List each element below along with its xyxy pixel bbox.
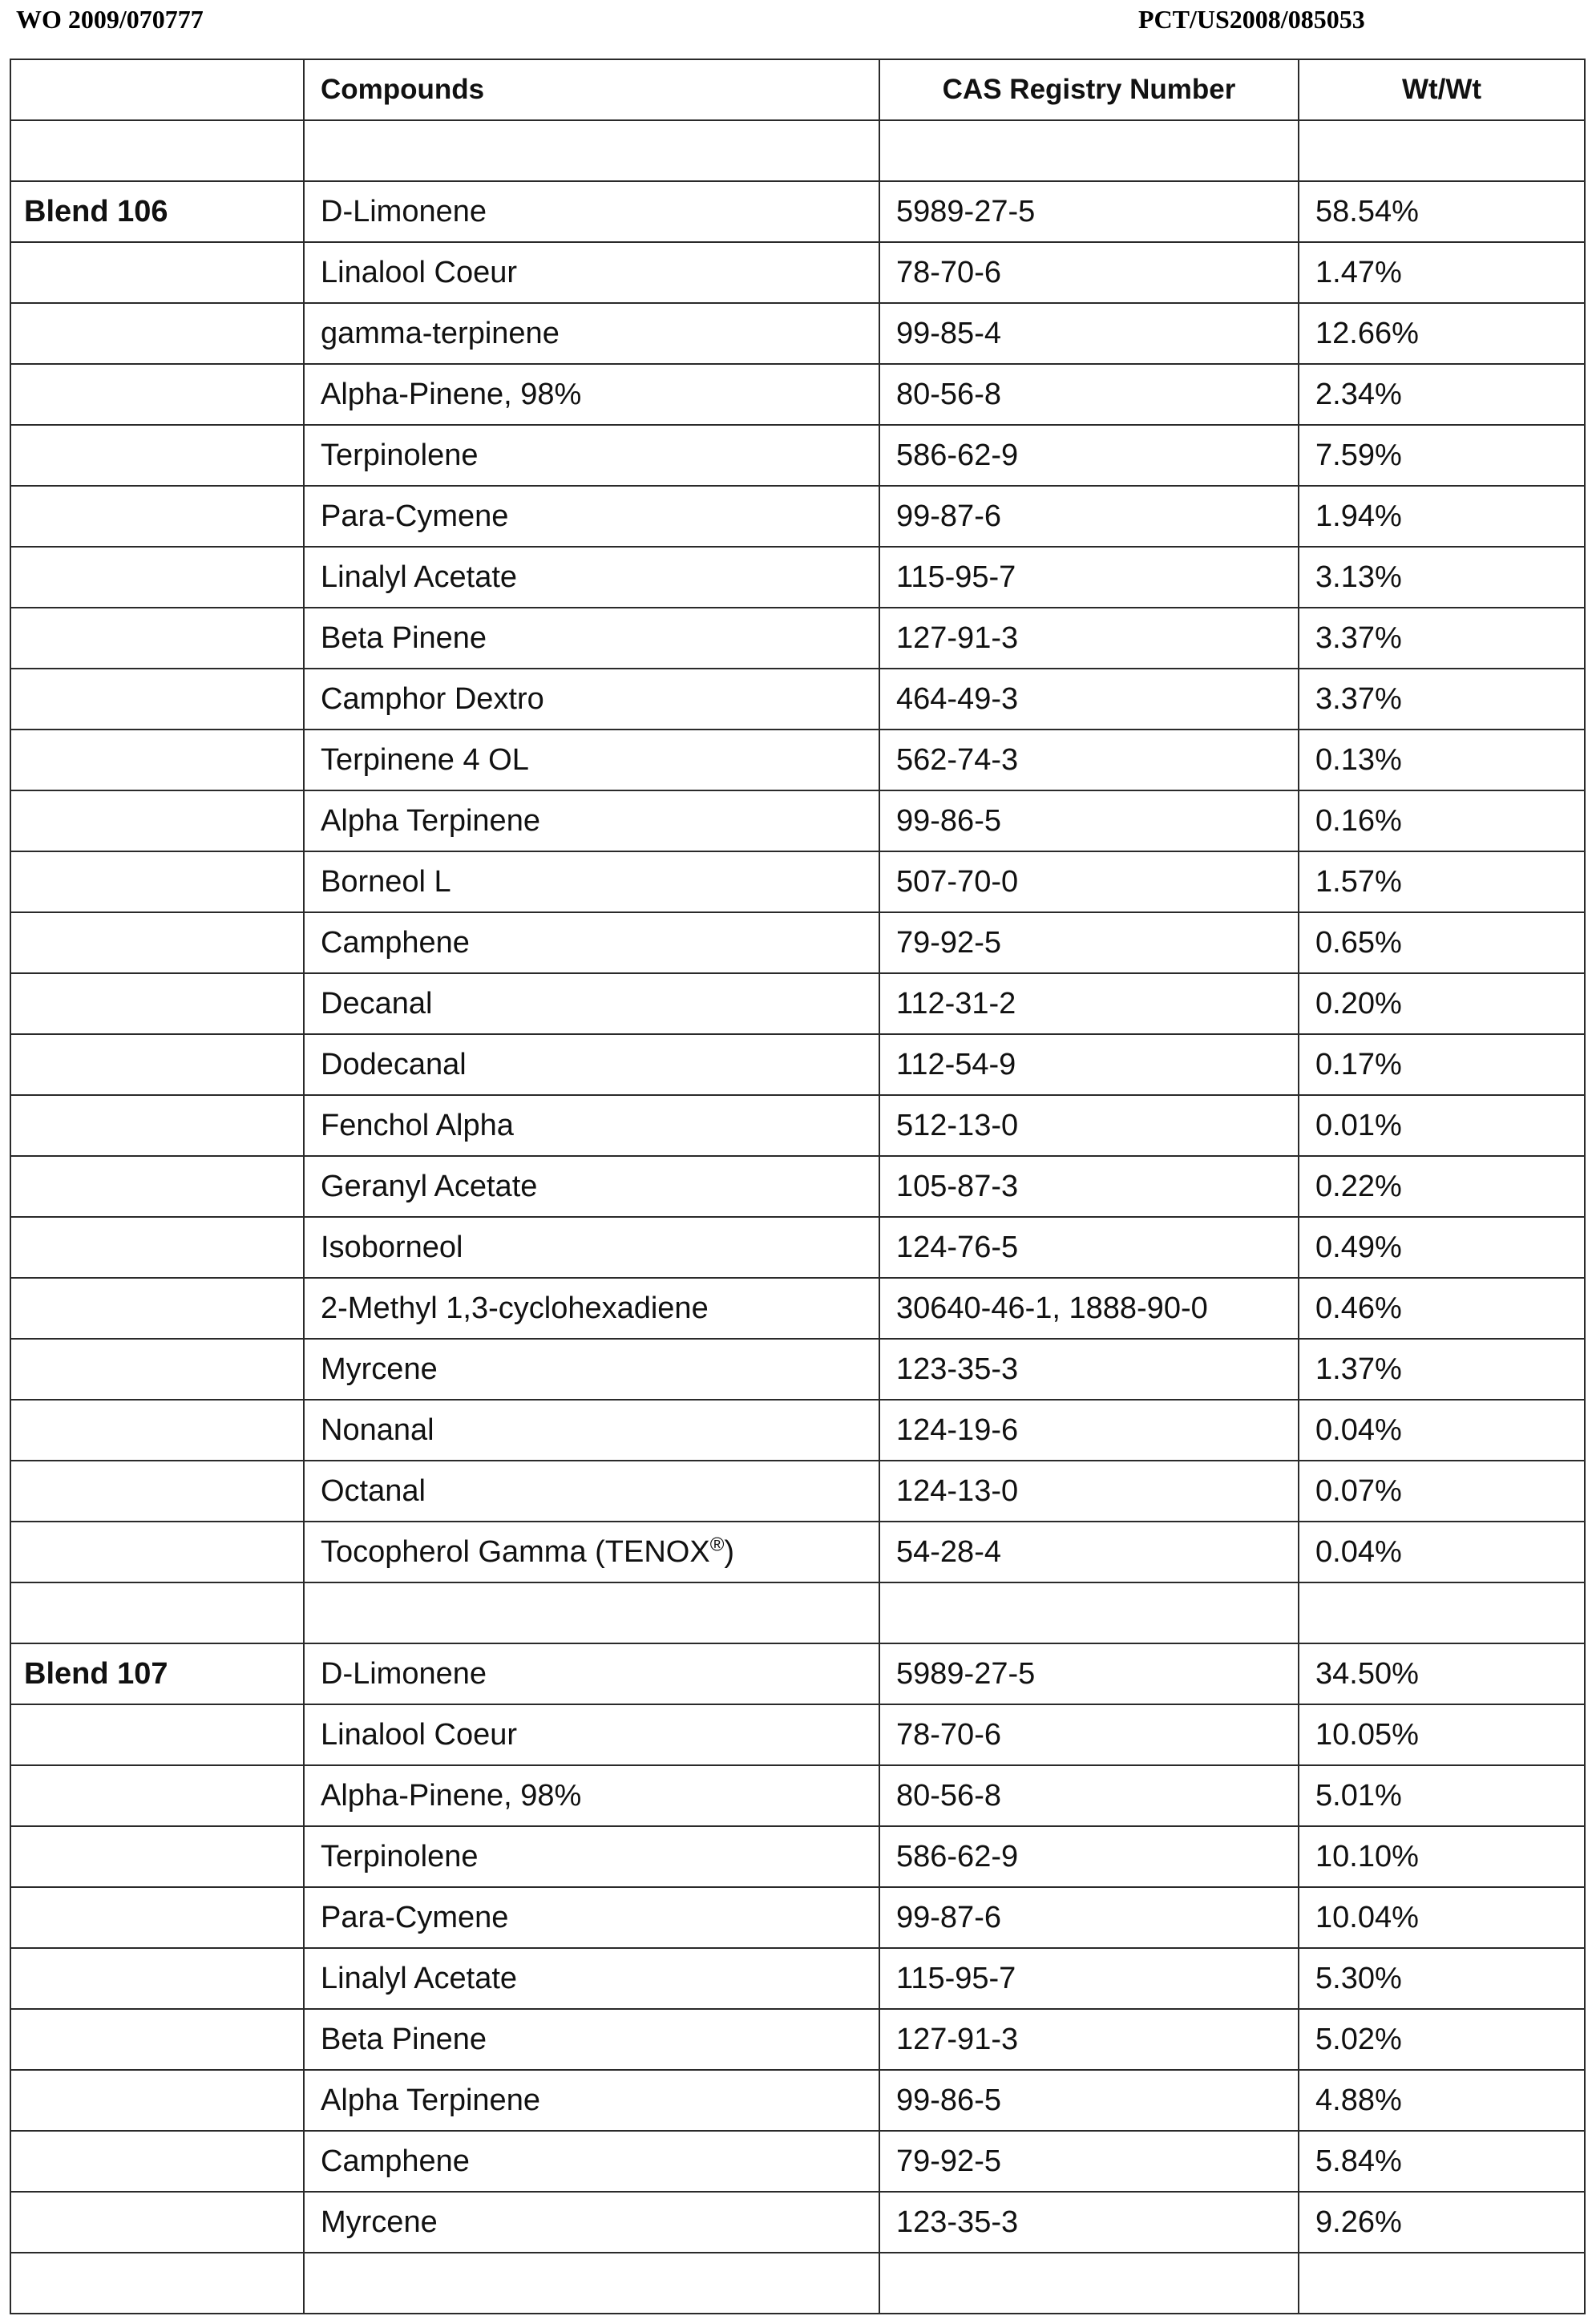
wt-cell: 0.20% — [1299, 973, 1585, 1034]
wt-cell: 3.37% — [1299, 608, 1585, 669]
cas-cell: 507-70-0 — [879, 851, 1299, 912]
cas-cell: 99-85-4 — [879, 303, 1299, 364]
compound-cell — [304, 1522, 879, 1582]
compound-cell: Alpha Terpinene — [304, 2070, 879, 2131]
table-row — [10, 1643, 1585, 1704]
wt-cell: 12.66% — [1299, 303, 1585, 364]
empty-cell — [10, 669, 304, 730]
cas-cell: 105-87-3 — [879, 1156, 1299, 1217]
empty-cell — [10, 364, 304, 425]
compound-cell: 2-Methyl 1,3-cyclohexadiene — [304, 1278, 879, 1339]
cas-cell: 5989-27-5 — [879, 181, 1299, 242]
empty-cell — [879, 1582, 1299, 1643]
table-row — [10, 303, 1585, 364]
empty-cell — [10, 1461, 304, 1522]
empty-cell — [10, 242, 304, 303]
cas-cell: 124-19-6 — [879, 1400, 1299, 1461]
wt-cell: 0.07% — [1299, 1461, 1585, 1522]
empty-cell — [304, 2253, 879, 2314]
cas-cell: 79-92-5 — [879, 912, 1299, 973]
cas-cell: 115-95-7 — [879, 547, 1299, 608]
table-row — [10, 1217, 1585, 1278]
spacer-row — [10, 2253, 1585, 2314]
compound-cell: Alpha Terpinene — [304, 790, 879, 851]
publication-number: WO 2009/070777 — [16, 5, 204, 34]
compound-cell: D-Limonene — [304, 1643, 879, 1704]
table-row — [10, 1887, 1585, 1948]
empty-cell — [10, 1704, 304, 1765]
empty-cell — [10, 120, 304, 181]
table-row — [10, 1522, 1585, 1582]
compound-suffix: ) — [724, 1534, 735, 1569]
table-row — [10, 1461, 1585, 1522]
table-row — [10, 790, 1585, 851]
table-row — [10, 1826, 1585, 1887]
table-row — [10, 181, 1585, 242]
compounds-table — [10, 59, 1586, 2314]
empty-cell — [10, 1034, 304, 1095]
compound-cell: D-Limonene — [304, 181, 879, 242]
table-row — [10, 1339, 1585, 1400]
wt-cell: 2.34% — [1299, 364, 1585, 425]
cas-cell: 115-95-7 — [879, 1948, 1299, 2009]
cas-cell: 586-62-9 — [879, 1826, 1299, 1887]
compound-cell: Myrcene — [304, 2192, 879, 2253]
wt-cell: 1.94% — [1299, 486, 1585, 547]
application-number: PCT/US2008/085053 — [1138, 5, 1365, 34]
wt-cell: 0.49% — [1299, 1217, 1585, 1278]
table-row — [10, 1704, 1585, 1765]
empty-cell — [1299, 2253, 1585, 2314]
table-row — [10, 973, 1585, 1034]
compound-cell: Terpinene 4 OL — [304, 730, 879, 790]
compound-cell: Camphene — [304, 2131, 879, 2192]
table-row — [10, 2131, 1585, 2192]
wt-cell: 5.02% — [1299, 2009, 1585, 2070]
cas-cell: 99-86-5 — [879, 2070, 1299, 2131]
wt-cell: 1.37% — [1299, 1339, 1585, 1400]
cas-cell: 124-13-0 — [879, 1461, 1299, 1522]
compound-cell: Para-Cymene — [304, 1887, 879, 1948]
cas-cell: 562-74-3 — [879, 730, 1299, 790]
compound-cell: Alpha-Pinene, 98% — [304, 1765, 879, 1826]
header-compounds: Compounds — [304, 59, 879, 120]
compound-cell: Camphor Dextro — [304, 669, 879, 730]
wt-cell: 0.04% — [1299, 1400, 1585, 1461]
empty-cell — [10, 1522, 304, 1582]
compound-cell: Borneol L — [304, 851, 879, 912]
table-row — [10, 547, 1585, 608]
empty-cell — [10, 1582, 304, 1643]
table-row — [10, 425, 1585, 486]
empty-cell — [10, 547, 304, 608]
empty-cell — [10, 2009, 304, 2070]
empty-cell — [1299, 120, 1585, 181]
empty-cell — [10, 2192, 304, 2253]
wt-cell: 1.47% — [1299, 242, 1585, 303]
cas-cell: 112-54-9 — [879, 1034, 1299, 1095]
compound-cell: Linalyl Acetate — [304, 1948, 879, 2009]
empty-cell — [1299, 1582, 1585, 1643]
table-row — [10, 730, 1585, 790]
header-blend — [10, 59, 304, 120]
compound-cell: Fenchol Alpha — [304, 1095, 879, 1156]
table-body — [10, 120, 1585, 2314]
cas-cell: 112-31-2 — [879, 973, 1299, 1034]
wt-cell: 0.22% — [1299, 1156, 1585, 1217]
cas-cell: 78-70-6 — [879, 242, 1299, 303]
cas-cell: 586-62-9 — [879, 425, 1299, 486]
cas-cell: 79-92-5 — [879, 2131, 1299, 2192]
cas-cell: 127-91-3 — [879, 608, 1299, 669]
wt-cell: 0.16% — [1299, 790, 1585, 851]
empty-cell — [10, 2253, 304, 2314]
cas-cell: 99-87-6 — [879, 1887, 1299, 1948]
empty-cell — [10, 425, 304, 486]
empty-cell — [10, 1156, 304, 1217]
compound-cell: Terpinolene — [304, 1826, 879, 1887]
empty-cell — [10, 486, 304, 547]
compound-cell: Terpinolene — [304, 425, 879, 486]
blend-name: Blend 107 — [10, 1643, 304, 1704]
wt-cell: 0.04% — [1299, 1522, 1585, 1582]
wt-cell: 10.10% — [1299, 1826, 1585, 1887]
wt-cell: 0.65% — [1299, 912, 1585, 973]
blend-name: Blend 106 — [10, 181, 304, 242]
wt-cell: 10.04% — [1299, 1887, 1585, 1948]
compound-cell: Linalool Coeur — [304, 242, 879, 303]
cas-cell: 123-35-3 — [879, 1339, 1299, 1400]
empty-cell — [10, 912, 304, 973]
wt-cell: 3.13% — [1299, 547, 1585, 608]
cas-cell: 5989-27-5 — [879, 1643, 1299, 1704]
table-header-row — [10, 59, 1585, 120]
table-row — [10, 1034, 1585, 1095]
wt-cell: 5.30% — [1299, 1948, 1585, 2009]
table-row — [10, 486, 1585, 547]
empty-cell — [10, 303, 304, 364]
table-row — [10, 1765, 1585, 1826]
empty-cell — [10, 608, 304, 669]
cas-cell: 80-56-8 — [879, 1765, 1299, 1826]
cas-cell: 464-49-3 — [879, 669, 1299, 730]
cas-cell: 99-86-5 — [879, 790, 1299, 851]
wt-cell: 9.26% — [1299, 2192, 1585, 2253]
compound-cell: Decanal — [304, 973, 879, 1034]
empty-cell — [10, 2131, 304, 2192]
compound-cell: Linalyl Acetate — [304, 547, 879, 608]
compound-cell: Nonanal — [304, 1400, 879, 1461]
empty-cell — [10, 1095, 304, 1156]
empty-cell — [304, 120, 879, 181]
compound-cell: Isoborneol — [304, 1217, 879, 1278]
compound-cell: Camphene — [304, 912, 879, 973]
empty-cell — [10, 851, 304, 912]
empty-cell — [10, 730, 304, 790]
table-row — [10, 364, 1585, 425]
table-row — [10, 2070, 1585, 2131]
compound-cell: Alpha-Pinene, 98% — [304, 364, 879, 425]
cas-cell: 123-35-3 — [879, 2192, 1299, 2253]
table-row — [10, 1095, 1585, 1156]
compound-cell: Linalool Coeur — [304, 1704, 879, 1765]
wt-cell: 1.57% — [1299, 851, 1585, 912]
cas-cell: 124-76-5 — [879, 1217, 1299, 1278]
table-row — [10, 1948, 1585, 2009]
wt-cell: 0.17% — [1299, 1034, 1585, 1095]
wt-cell: 34.50% — [1299, 1643, 1585, 1704]
empty-cell — [10, 1339, 304, 1400]
compound-name: Tocopherol Gamma (TENOX — [321, 1534, 710, 1569]
wt-cell: 0.13% — [1299, 730, 1585, 790]
wt-cell: 3.37% — [1299, 669, 1585, 730]
compound-cell: Beta Pinene — [304, 2009, 879, 2070]
header-wt: Wt/Wt — [1299, 59, 1585, 120]
wt-cell: 0.01% — [1299, 1095, 1585, 1156]
wt-cell: 5.84% — [1299, 2131, 1585, 2192]
cas-cell: 512-13-0 — [879, 1095, 1299, 1156]
empty-cell — [10, 790, 304, 851]
wt-cell: 7.59% — [1299, 425, 1585, 486]
compound-cell: Para-Cymene — [304, 486, 879, 547]
wt-cell: 5.01% — [1299, 1765, 1585, 1826]
registered-mark: ® — [709, 1533, 725, 1555]
spacer-row — [10, 1582, 1585, 1643]
cas-cell: 30640-46-1, 1888-90-0 — [879, 1278, 1299, 1339]
cas-cell: 78-70-6 — [879, 1704, 1299, 1765]
empty-cell — [10, 1887, 304, 1948]
empty-cell — [10, 1278, 304, 1339]
spacer-row — [10, 120, 1585, 181]
compound-cell: Octanal — [304, 1461, 879, 1522]
empty-cell — [879, 120, 1299, 181]
empty-cell — [10, 2070, 304, 2131]
table-row — [10, 912, 1585, 973]
empty-cell — [10, 973, 304, 1034]
empty-cell — [10, 1765, 304, 1826]
wt-cell: 10.05% — [1299, 1704, 1585, 1765]
table-row — [10, 242, 1585, 303]
cas-cell: 99-87-6 — [879, 486, 1299, 547]
compound-cell: gamma-terpinene — [304, 303, 879, 364]
compound-cell: Beta Pinene — [304, 608, 879, 669]
table-row — [10, 2009, 1585, 2070]
empty-cell — [304, 1582, 879, 1643]
cas-cell: 80-56-8 — [879, 364, 1299, 425]
table-row — [10, 1400, 1585, 1461]
compound-cell: Geranyl Acetate — [304, 1156, 879, 1217]
wt-cell: 0.46% — [1299, 1278, 1585, 1339]
header-cas: CAS Registry Number — [879, 59, 1299, 120]
compound-cell: Myrcene — [304, 1339, 879, 1400]
empty-cell — [10, 1948, 304, 2009]
table-row — [10, 1278, 1585, 1339]
compound-cell: Dodecanal — [304, 1034, 879, 1095]
empty-cell — [10, 1217, 304, 1278]
empty-cell — [879, 2253, 1299, 2314]
wt-cell: 4.88% — [1299, 2070, 1585, 2131]
empty-cell — [10, 1826, 304, 1887]
empty-cell — [10, 1400, 304, 1461]
table-row — [10, 669, 1585, 730]
wt-cell: 58.54% — [1299, 181, 1585, 242]
table-row — [10, 2192, 1585, 2253]
cas-cell: 54-28-4 — [879, 1522, 1299, 1582]
cas-cell: 127-91-3 — [879, 2009, 1299, 2070]
table-row — [10, 851, 1585, 912]
table-row — [10, 1156, 1585, 1217]
table-row — [10, 608, 1585, 669]
